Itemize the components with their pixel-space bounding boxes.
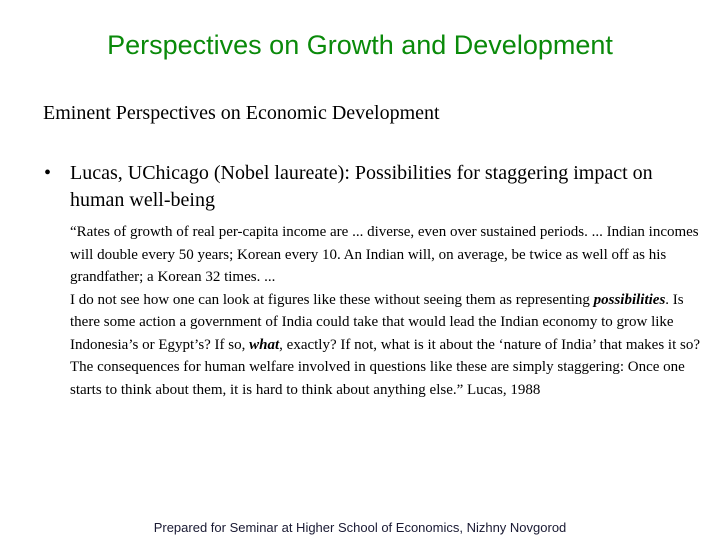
lucas-quote: [70, 221, 700, 401]
slide-title: Perspectives on Growth and Development: [107, 30, 613, 60]
quote-emphasis-possibilities: possibilities: [593, 291, 666, 308]
bullet-marker: •: [44, 162, 52, 184]
quote-text-part-2: . Is there some action a government of India could take that would lead the Indian economy to grow like Indonesia’s or Egypt’s? If so,: [70, 291, 684, 353]
quote-paragraph-1: “Rates of growth of real per-capita income are ... diverse, even over sustained periods. ... Indian incomes will double every 50 years; Korean every 10. An Indian will, on average, be twice as well off as his grandfather; a Korean 32 times. ...: [70, 224, 699, 285]
slide-subtitle: Eminent Perspectives on Economic Development: [43, 102, 440, 124]
quote-text-part-1: I do not see how one can look at figures like these without seeing them as representing: [70, 291, 594, 308]
quote-emphasis-what: what: [249, 336, 280, 353]
quote-text-part-3: , exactly? If not, what is it about the ‘nature of India’ that makes it so? The consequences for human welfare involved in questions like these are simply staggering: Once one starts to think about them, it is hard to think about anything else.” Lucas, 1988: [70, 336, 700, 398]
bullet-item: [44, 160, 694, 214]
slide-footer: Prepared for Seminar at Higher School of Economics, Nizhny Novgorod: [153, 520, 567, 535]
bullet-text: Lucas, UChicago (Nobel laureate): Possibilities for staggering impact on human well-being: [70, 162, 653, 211]
quote-paragraph-2: [70, 289, 700, 402]
